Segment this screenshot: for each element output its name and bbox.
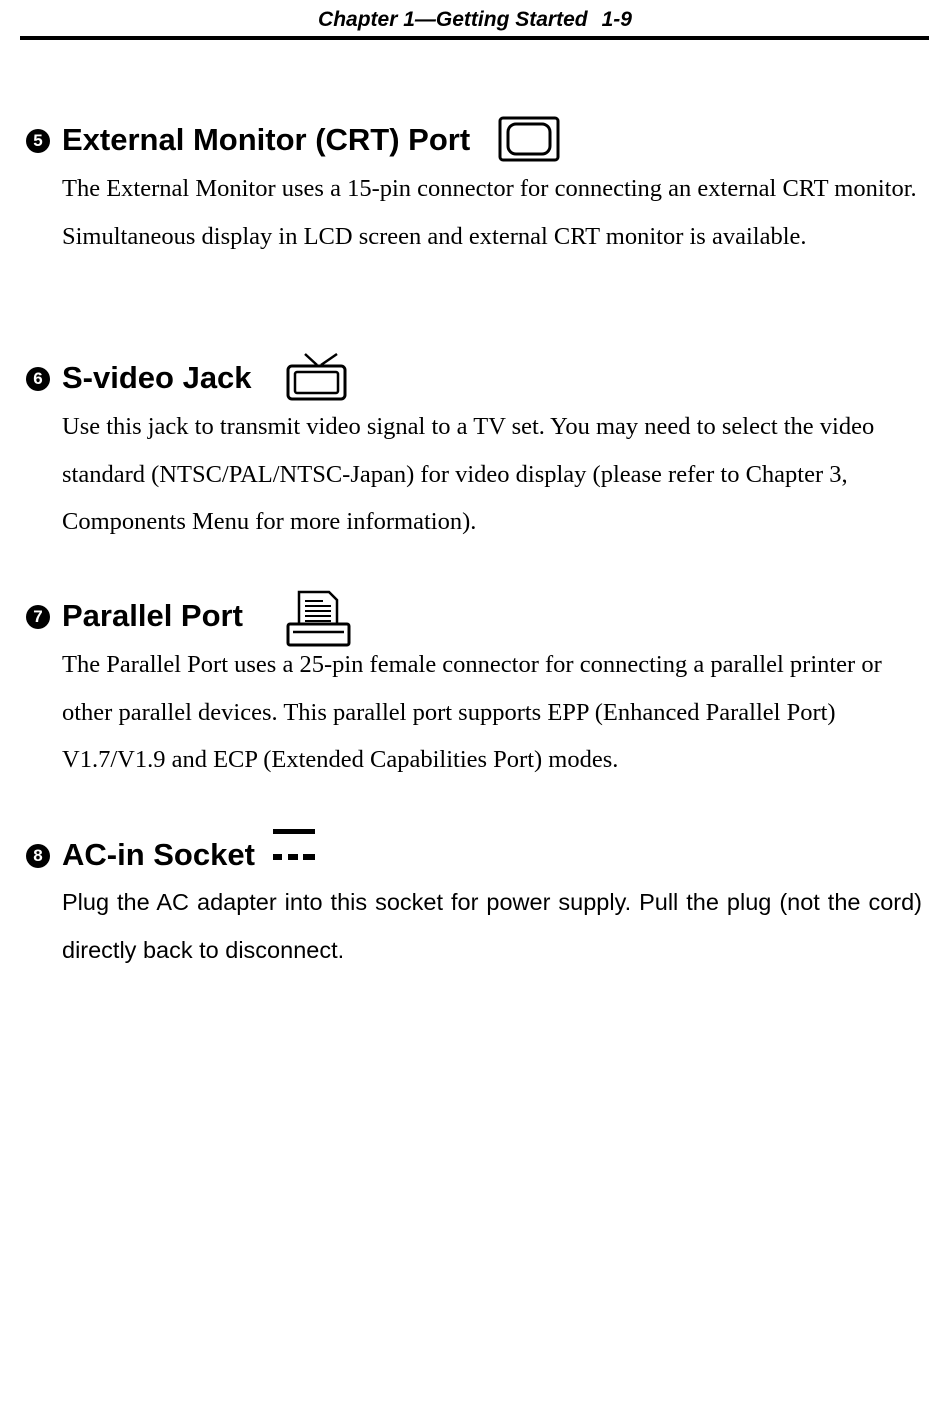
monitor-icon [498, 116, 560, 167]
section-number: 6 [26, 367, 50, 391]
page-header [0, 6, 950, 34]
section-body: Use this jack to transmit video signal to a TV set. You may need to select the video standard (NTSC/PAL/NTSC-Japan) for video display (please refer to Chapter 3, Components Menu for more information). [62, 413, 875, 535]
chapter-title: Chapter 1—Getting Started [318, 8, 588, 31]
section-number: 5 [26, 129, 50, 153]
dc-power-icon [272, 828, 318, 871]
section-heading: External Monitor (CRT) Port [62, 122, 471, 157]
section-number: 8 [26, 844, 50, 868]
page-number: 1-9 [601, 8, 632, 31]
section-heading: Parallel Port [62, 598, 243, 633]
section-body: The Parallel Port uses a 25-pin female connector for connecting a parallel printer or other parallel devices. This parallel port supports EPP (Enhanced Parallel Port) V1.7/V1.9 and ECP (Extended Capabilities Port) modes. [62, 651, 882, 773]
tv-icon [285, 352, 349, 407]
section-number: 7 [26, 605, 50, 629]
section-heading: AC-in Socket [62, 837, 255, 872]
section-heading: S-video Jack [62, 360, 252, 395]
header-rule [20, 36, 929, 40]
section-body: Plug the AC adapter into this socket for power supply. Pull the plug (not the cord) directly back to disconnect. [62, 889, 922, 963]
section-body: The External Monitor uses a 15-pin connector for connecting an external CRT monitor. Simultaneous display in LCD screen and external CRT monitor is available. [62, 175, 917, 250]
